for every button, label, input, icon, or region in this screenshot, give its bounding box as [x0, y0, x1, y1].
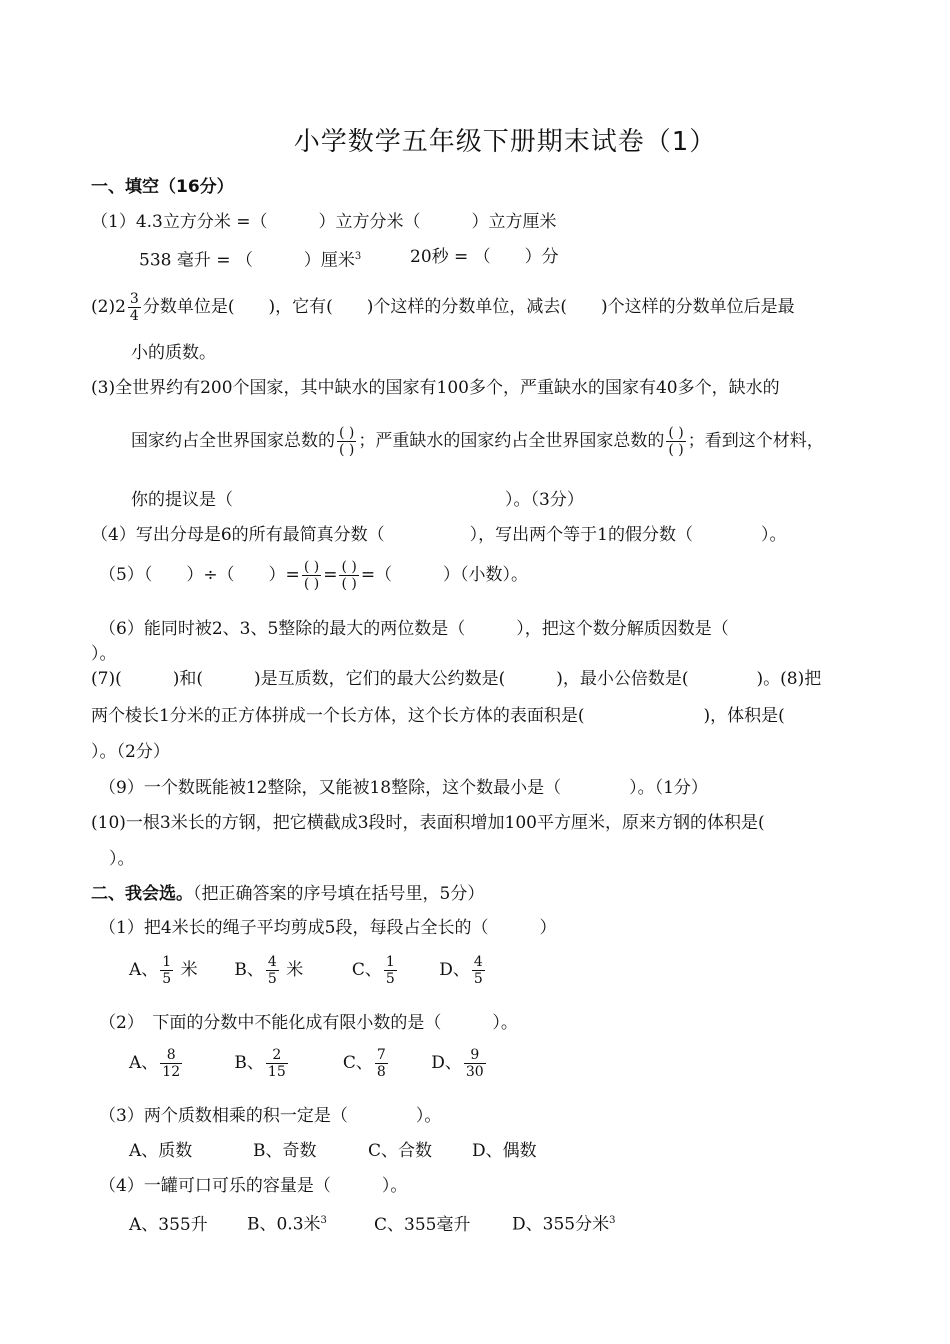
q5-line: （5）（ ）÷（ ）= $\frac{( )}{( )}$ = $\frac{( )}{( )}$ =（ ）（小数）。	[99, 559, 529, 593]
option-b: B、 $\frac{4}{5}$ 米	[234, 954, 304, 988]
q6-line-a: （6）能同时被2、3、5整除的最大的两位数是（ ），把这个数分解质因数是（	[99, 619, 729, 639]
option-c: C、355毫升	[374, 1214, 471, 1235]
exam-title: 小学数学五年级下册期末试卷（1）	[293, 127, 717, 157]
mixed-fraction: $\frac{3}{4}$	[129, 291, 139, 325]
q1-line-c: 20秒 = （ ）分	[410, 247, 559, 267]
q6-line-b: ）。	[91, 644, 117, 664]
option-a: A、 $\frac{8}{12}$	[129, 1047, 181, 1081]
s2-q4-options	[129, 1210, 615, 1236]
option-d: D、 $\frac{9}{30}$	[431, 1047, 484, 1081]
q1-line-b: 538 毫升 = （ ）厘米$^3$	[139, 250, 362, 271]
q8-line-b: ）。（2分）	[91, 742, 170, 762]
q1-line-a: （1）4.3立方分米 =（ ）立方分米（ ）立方厘米	[91, 212, 557, 232]
blank-fraction: $\frac{( )}{( )}$	[303, 559, 320, 593]
q10-line-a: (10)一根3米长的方钢，把它横截成3段时，表面积增加100平方厘米，原来方钢的体积是(	[91, 813, 765, 833]
option-a: A、355升	[129, 1214, 208, 1235]
q3-line-c: 你的提议是（ ）。（3分）	[131, 490, 584, 510]
q3-line-a: (3)全世界约有200个国家，其中缺水的国家有100多个，严重缺水的国家有40多个，缺水的	[91, 378, 780, 398]
blank-fraction: $\frac{( )}{( )}$	[339, 425, 355, 459]
q2-line: (2)2 $\frac{3}{4}$ 分数单位是( )，它有( )个这样的分数单位，减去( )个这样的分数单位后是最	[91, 291, 795, 325]
blank-fraction: $\frac{( )}{( )}$	[668, 425, 684, 459]
option-d: D、355分米$^3$	[512, 1214, 616, 1235]
section1-heading: 一、填空（16分）	[91, 177, 234, 197]
option-c: C、 $\frac{1}{5}$	[351, 954, 395, 988]
option-b: B、 $\frac{2}{15}$	[234, 1047, 286, 1081]
option-c: C、合数	[368, 1141, 433, 1161]
q2-cont: 小的质数。	[131, 343, 216, 363]
section2-heading: 二、我会选。（把正确答案的序号填在括号里，5分）	[91, 884, 485, 904]
option-a: A、质数	[129, 1141, 193, 1161]
option-a: A、 $\frac{1}{5}$ 米	[129, 954, 198, 988]
q10-line-b: ）。	[109, 849, 135, 869]
option-d: D、偶数	[472, 1141, 537, 1161]
s2-q2-options	[129, 1047, 488, 1080]
q9-line: （9）一个数既能被12整除，又能被18整除，这个数最小是（ ）。（1分）	[99, 778, 708, 798]
q3-line-b: 国家约占全世界国家总数的 $\frac{( )}{( )}$ ；严重缺水的国家约占全世界国家总数的 $\frac{( )}{( )}$ ；看到这个材料，	[131, 425, 824, 459]
option-d: D、 $\frac{4}{5}$	[439, 954, 483, 988]
s2-q3-line: （3）两个质数相乘的积一定是（ ）。	[99, 1106, 442, 1126]
s2-q2-line: （2） 下面的分数中不能化成有限小数的是（ ）。	[99, 1013, 518, 1033]
s2-q3-options	[129, 1140, 537, 1162]
q7-line: (7)( )和( )是互质数，它们的最大公约数是( )，最小公倍数是( )。(8)把	[91, 669, 822, 689]
q8-line-a: 两个棱长1分米的正方体拼成一个长方体，这个长方体的表面积是( )，体积是(	[91, 706, 785, 726]
s2-q1-line: （1）把4米长的绳子平均剪成5段，每段占全长的（ ）	[99, 918, 557, 938]
q4-line: （4）写出分母是6的所有最简真分数（ ），写出两个等于1的假分数（ ）。	[91, 525, 787, 545]
s2-q4-line: （4）一罐可口可乐的容量是（ ）。	[99, 1176, 408, 1196]
option-b: B、0.3米$^3$	[247, 1214, 327, 1235]
option-c: C、 $\frac{7}{8}$	[342, 1047, 386, 1081]
s2-q1-options	[129, 954, 487, 987]
option-b: B、奇数	[253, 1141, 317, 1161]
blank-fraction: $\frac{( )}{( )}$	[341, 559, 357, 593]
